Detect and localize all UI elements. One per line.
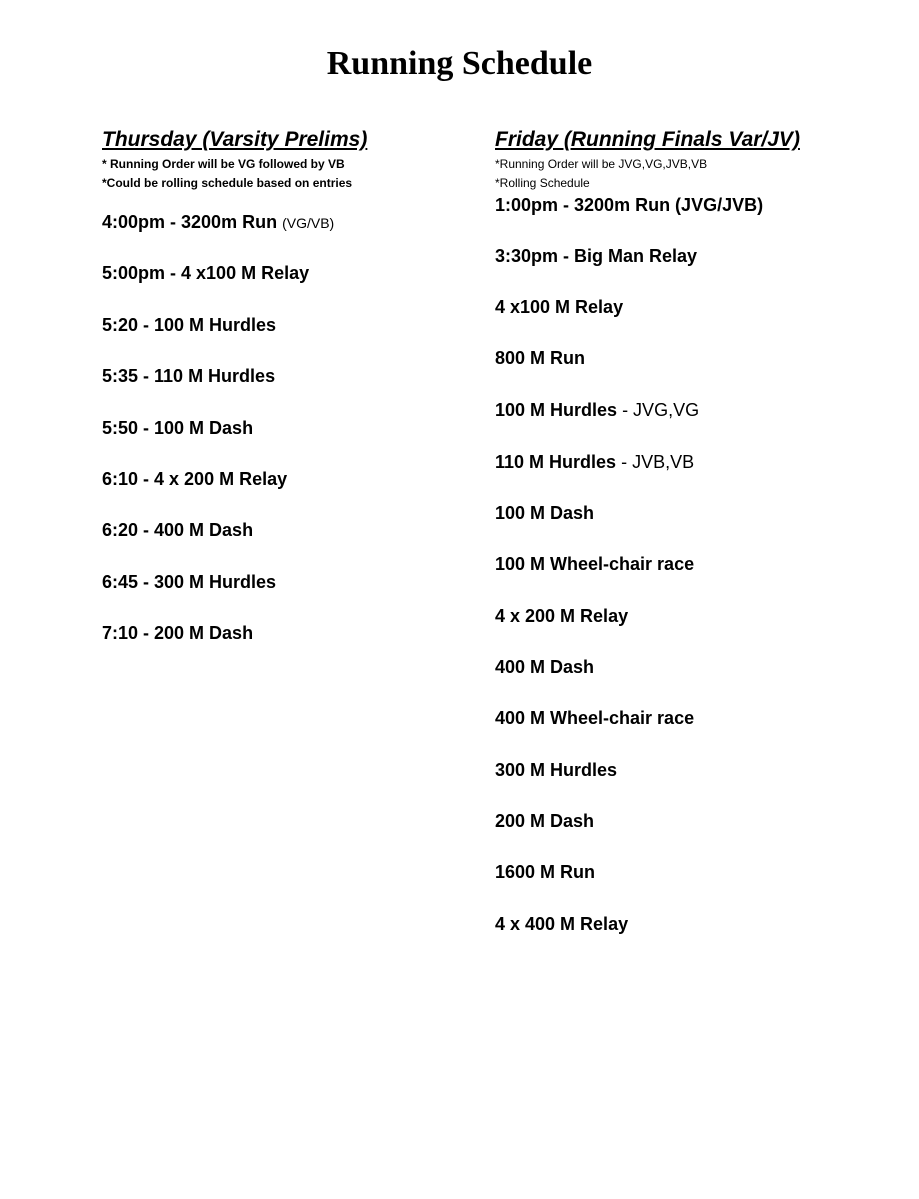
schedule-event [102,621,253,645]
friday-note: *Rolling Schedule [495,176,590,190]
page-title: Running Schedule [326,45,593,82]
event-extra: (VG/VB) [282,215,335,231]
schedule-event [495,244,697,268]
schedule-event [495,809,594,833]
thursday-note: *Could be rolling schedule based on entries [102,176,353,190]
schedule-event [495,346,585,370]
event-label: 6:20 - 400 M Dash [102,520,254,540]
event-label: 100 M Wheel-chair race [495,554,695,574]
event-label: 110 M Hurdles [495,452,617,472]
schedule-event [495,912,628,936]
event-label: 400 M Wheel-chair race [495,708,695,728]
event-label: 1600 M Run [495,862,596,882]
event-label: 5:20 - 100 M Hurdles [102,315,277,335]
event-extra: - JVB,VB [621,452,695,472]
event-label: 4:00pm - 3200m Run [102,212,278,232]
friday-note: *Running Order will be JVG,VG,JVB,VB [495,157,708,171]
event-label: 4 x 200 M Relay [495,606,629,626]
schedule-event [495,655,594,679]
schedule-event [495,604,628,628]
schedule-event [102,467,287,491]
schedule-event [102,416,253,440]
event-label: 300 M Hurdles [495,760,618,780]
schedule-event [495,860,595,884]
event-label: 1:00pm - 3200m Run (JVG/JVB) [495,195,764,215]
schedule-event [495,193,763,217]
event-extra: - JVG,VG [622,400,700,420]
event-label: 800 M Run [495,348,586,368]
event-label: 4 x100 M Relay [495,297,624,317]
event-label: 5:35 - 110 M Hurdles [102,366,276,386]
schedule-event [495,398,699,422]
schedule-event [495,295,623,319]
event-label: 3:30pm - Big Man Relay [495,246,698,266]
schedule-event [495,758,617,782]
event-label: 100 M Hurdles [495,400,618,420]
event-label: 100 M Dash [495,503,595,523]
event-label: 6:10 - 4 x 200 M Relay [102,469,288,489]
schedule-event [495,552,694,576]
thursday-heading: Thursday (Varsity Prelims) [102,128,368,151]
schedule-event [102,313,276,337]
schedule-event [495,450,694,474]
schedule-event [495,501,594,525]
schedule-event [102,364,275,388]
event-label: 7:10 - 200 M Dash [102,623,254,643]
schedule-event [102,570,276,594]
schedule-event [102,518,253,542]
schedule-event [495,706,694,730]
schedule-event [102,261,309,285]
friday-heading: Friday (Running Finals Var/JV) [495,128,800,151]
thursday-note: * Running Order will be VG followed by VB [102,157,345,171]
event-label: 5:00pm - 4 x100 M Relay [102,263,310,283]
event-label: 5:50 - 100 M Dash [102,418,254,438]
schedule-event [102,210,334,235]
event-label: 6:45 - 300 M Hurdles [102,572,277,592]
event-label: 400 M Dash [495,657,595,677]
event-label: 200 M Dash [495,811,595,831]
event-label: 4 x 400 M Relay [495,914,629,934]
